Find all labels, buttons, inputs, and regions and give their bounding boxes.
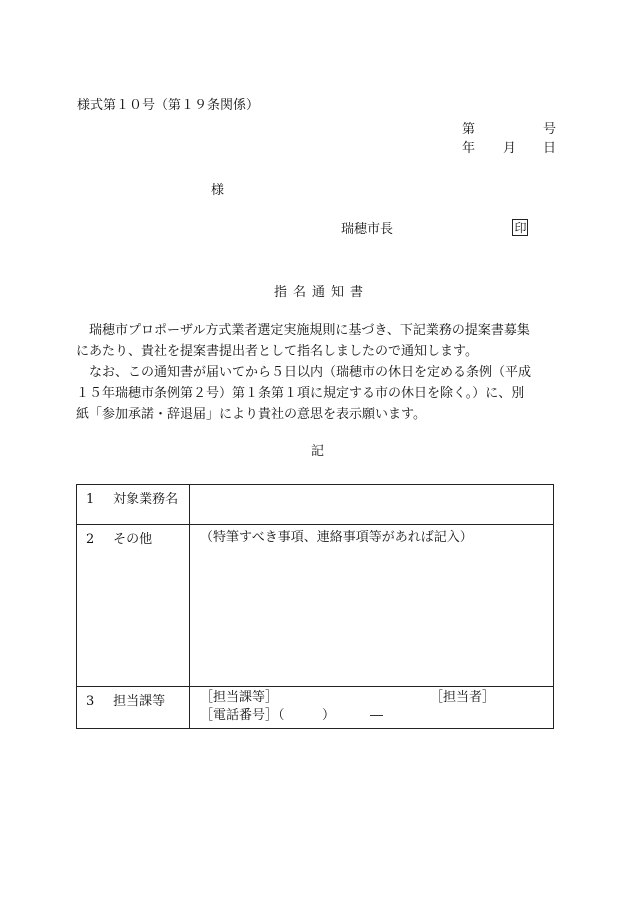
- contact-cell[interactable]: [190, 687, 554, 729]
- document-number-suffix: 号: [543, 122, 557, 137]
- paragraph-line: 紙「参加承諾・辞退届」により貴社の意思を表示願います。: [76, 407, 426, 422]
- table-row: [77, 485, 554, 525]
- date-month-label: 月: [503, 141, 517, 156]
- form-number: 様式第１０号（第１９条関係）: [77, 98, 260, 113]
- business-name-value: [190, 485, 553, 489]
- table-row: [77, 687, 554, 729]
- other-notes-hint: （特筆すべき事項、連絡事項等があれば記入）: [200, 530, 473, 545]
- other-notes-cell[interactable]: [190, 525, 554, 687]
- paragraph-line: なお、この通知書が届いてから５日以内（瑞穂市の休日を定める条例（平成: [76, 365, 532, 380]
- section-label: ［担当課等］: [200, 690, 279, 705]
- phone-dash: ―: [370, 708, 383, 723]
- table-row: [77, 525, 554, 687]
- phone-label: ［電話番号］（: [200, 708, 285, 723]
- business-name-cell[interactable]: [190, 485, 554, 525]
- sender-name: 瑞穂市長: [341, 222, 394, 237]
- document-number-prefix: 第: [462, 122, 476, 137]
- details-table: [76, 484, 554, 729]
- row-label-cell: [77, 687, 190, 729]
- row-label-cell: [77, 525, 190, 687]
- row-label: 担当課等: [113, 694, 166, 709]
- person-label: ［担当者］: [430, 690, 496, 705]
- row-label: 対象業務名: [113, 492, 179, 507]
- seal-stamp: 印: [512, 219, 528, 236]
- phone-close-paren: ）: [322, 708, 336, 723]
- date-day-label: 日: [543, 141, 557, 156]
- body-paragraph-1: [76, 320, 556, 362]
- row-label: その他: [113, 532, 153, 547]
- ki-heading: 記: [311, 444, 325, 459]
- row-number: 1: [86, 492, 95, 507]
- paragraph-line: １５年瑞穂市条例第２号）第１条第１項に規定する市の休日を除く。）に、別: [76, 386, 525, 401]
- row-number: 2: [86, 532, 95, 547]
- row-number: 3: [86, 694, 95, 709]
- paragraph-line: 瑞穂市プロポーザル方式業者選定実施規則に基づき、下記業務の提案書募集: [76, 323, 530, 338]
- row-label-cell: [77, 485, 190, 525]
- addressee-suffix: 様: [211, 183, 225, 198]
- document-title: 指名通知書: [274, 285, 370, 300]
- date-year-label: 年: [462, 141, 476, 156]
- body-paragraph-2: [76, 362, 556, 425]
- paragraph-line: にあたり、貴社を提案書提出者として指名しましたので通知します。: [76, 344, 478, 359]
